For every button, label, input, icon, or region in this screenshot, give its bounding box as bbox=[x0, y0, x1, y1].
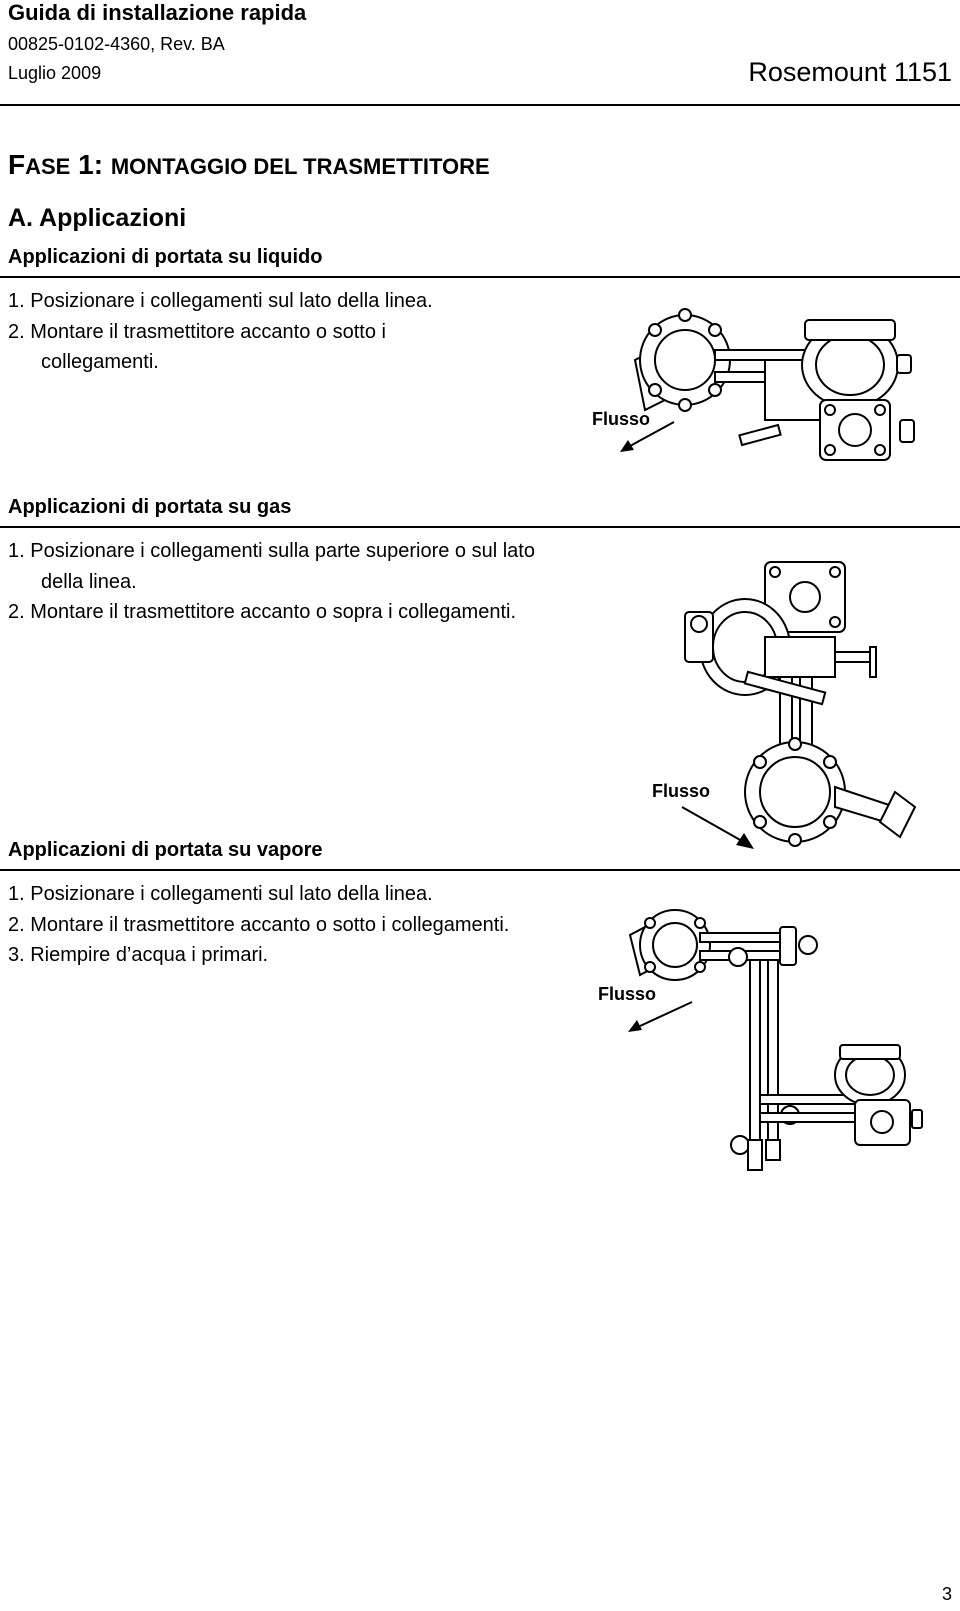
liquid-heading: Applicazioni di portata su liquido bbox=[8, 246, 323, 268]
gas-heading: Applicazioni di portata su gas bbox=[8, 496, 292, 518]
liquid-divider bbox=[0, 276, 960, 278]
steam-heading: Applicazioni di portata su vapore bbox=[8, 839, 323, 861]
gas-installation-diagram bbox=[685, 552, 935, 852]
step-number: 1: bbox=[70, 149, 111, 180]
step-prefix-rest: ASE bbox=[25, 154, 71, 179]
list-item: 1. Posizionare i collegamenti sulla parte superiore o sul lato della linea. bbox=[8, 540, 535, 593]
step-title-text: MONTAGGIO DEL TRASMETTITORE bbox=[110, 154, 490, 179]
header-divider bbox=[0, 104, 960, 106]
list-item: 3. Riempire d’acqua i primari. bbox=[8, 944, 269, 966]
list-item: 1. Posizionare i collegamenti sul lato della linea. bbox=[8, 290, 433, 312]
page-number: 3 bbox=[941, 1584, 952, 1604]
liquid-installation-diagram bbox=[635, 290, 945, 490]
liquid-flow-label: Flusso bbox=[592, 409, 651, 429]
steam-steps bbox=[8, 879, 568, 971]
step-prefix-cap: F bbox=[8, 149, 26, 180]
product-name: Rosemount 1151 bbox=[748, 57, 952, 87]
steam-installation-diagram bbox=[630, 905, 940, 1195]
gas-steps bbox=[8, 536, 568, 628]
steam-flow-label: Flusso bbox=[598, 984, 657, 1004]
gas-divider bbox=[0, 526, 960, 528]
list-item: 2. Montare il trasmettitore accanto o sotto i collegamenti. bbox=[8, 913, 510, 936]
list-item: 2. Montare il trasmettitore accanto o sopra i collegamenti. bbox=[8, 601, 517, 623]
step-heading bbox=[8, 148, 490, 184]
section-heading: A. Applicazioni bbox=[8, 204, 187, 232]
gas-flow-label: Flusso bbox=[652, 781, 711, 801]
steam-divider bbox=[0, 869, 960, 871]
guide-title: Guida di installazione rapida bbox=[8, 0, 307, 25]
document-number: 00825-0102-4360, Rev. BA bbox=[8, 34, 225, 54]
list-item: 1. Posizionare i collegamenti sul lato della linea. bbox=[8, 883, 433, 905]
list-item: 2. Montare il trasmettitore accanto o sotto i collegamenti. bbox=[8, 320, 386, 373]
liquid-steps bbox=[8, 286, 478, 378]
publication-date: Luglio 2009 bbox=[8, 63, 102, 83]
